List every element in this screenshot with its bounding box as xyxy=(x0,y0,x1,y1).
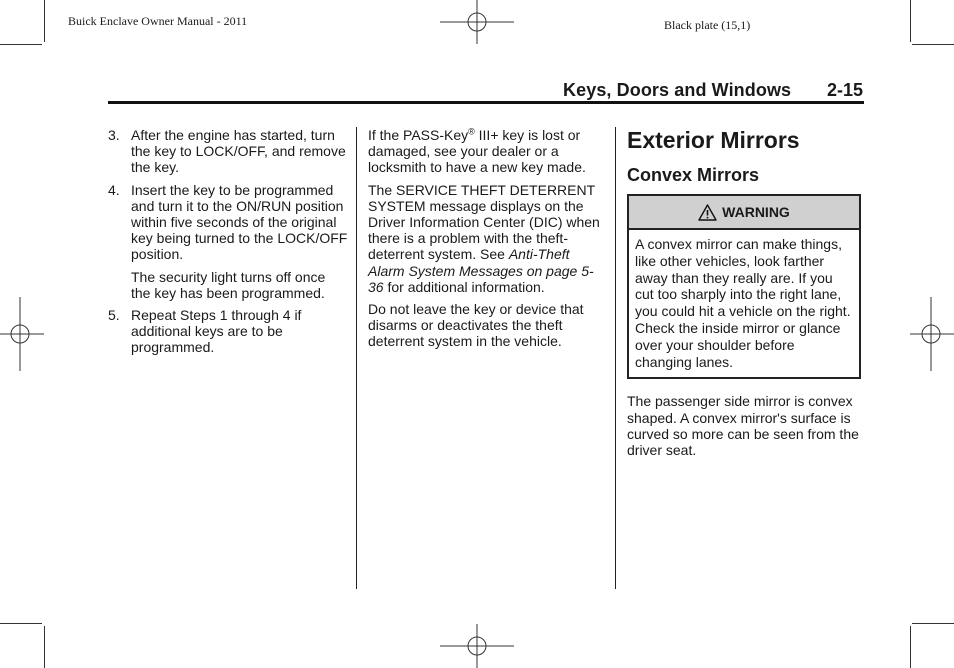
text-run: III+ key is lost or damaged, see your dealer or a locksmith to have a new key made. xyxy=(368,127,586,176)
warning-triangle-icon xyxy=(698,204,717,221)
plate-info-right: Black plate (15,1) xyxy=(664,18,751,32)
theft-deterrent-paragraph xyxy=(368,182,604,295)
lost-key-paragraph xyxy=(368,127,604,176)
step-4-note: The security light turns off once the key has been programmed. xyxy=(131,268,326,301)
column-3 xyxy=(627,127,865,464)
text-run: If the PASS-Key xyxy=(368,127,469,143)
exterior-mirrors-heading: Exterior Mirrors xyxy=(627,127,800,153)
step-text: Repeat Steps 1 through 4 if additional keys are to be programmed. xyxy=(131,307,302,356)
text-run: The SERVICE THEFT DETERRENT SYSTEM message displays on the Driver Information Center (DIC) when there is a problem with the theft-deterrent system. See xyxy=(368,181,600,263)
step-5 xyxy=(108,307,348,356)
registration-target-top xyxy=(440,0,514,44)
column-divider-1 xyxy=(356,127,357,589)
key-warning-paragraph: Do not leave the key or device that disarms or deactivates the theft deterrent system in the vehicle. xyxy=(368,301,584,350)
registration-target-left xyxy=(0,297,44,371)
column-divider-2 xyxy=(615,127,616,589)
column-1 xyxy=(108,127,348,362)
registered-mark: ® xyxy=(468,126,475,137)
convex-mirrors-heading: Convex Mirrors xyxy=(627,165,760,185)
warning-text: A convex mirror can make things, like other vehicles, look farther away than they really are. If you cut too sharply into the right lane, you could hit a vehicle on the right. Check the inside mirror or glance over your shoulder before changing lanes. xyxy=(635,236,851,370)
step-text: After the engine has started, turn the key to LOCK/OFF, and remove the key. xyxy=(131,127,346,176)
convex-mirror-description: The passenger side mirror is convex shaped. A convex mirror's surface is curved so more can be seen from the driver seat. xyxy=(627,393,859,458)
warning-header xyxy=(629,196,859,230)
warning-label: WARNING xyxy=(722,203,790,220)
warning-box xyxy=(627,194,861,379)
step-number: 4. xyxy=(108,181,120,198)
section-title: Keys, Doors and Windows xyxy=(563,80,792,100)
text-run: for additional information. xyxy=(383,278,545,295)
registration-target-bottom xyxy=(440,624,514,668)
cross-reference-link[interactable]: Anti-Theft Alarm System Messages on page 5-36 xyxy=(368,246,594,295)
step-4 xyxy=(108,182,348,263)
step-number: 5. xyxy=(108,307,120,324)
header-rule xyxy=(108,101,864,104)
registration-target-right xyxy=(910,297,954,371)
page-number: 2-15 xyxy=(827,80,864,100)
column-2 xyxy=(368,127,604,356)
step-number: 3. xyxy=(108,127,120,143)
step-3 xyxy=(108,127,348,176)
step-text: Insert the key to be programmed and turn it to the ON/RUN position within five seconds of the original key being turned to the LOCK/OFF position. xyxy=(131,181,348,263)
plate-info-left: Buick Enclave Owner Manual - 2011 xyxy=(68,14,248,28)
